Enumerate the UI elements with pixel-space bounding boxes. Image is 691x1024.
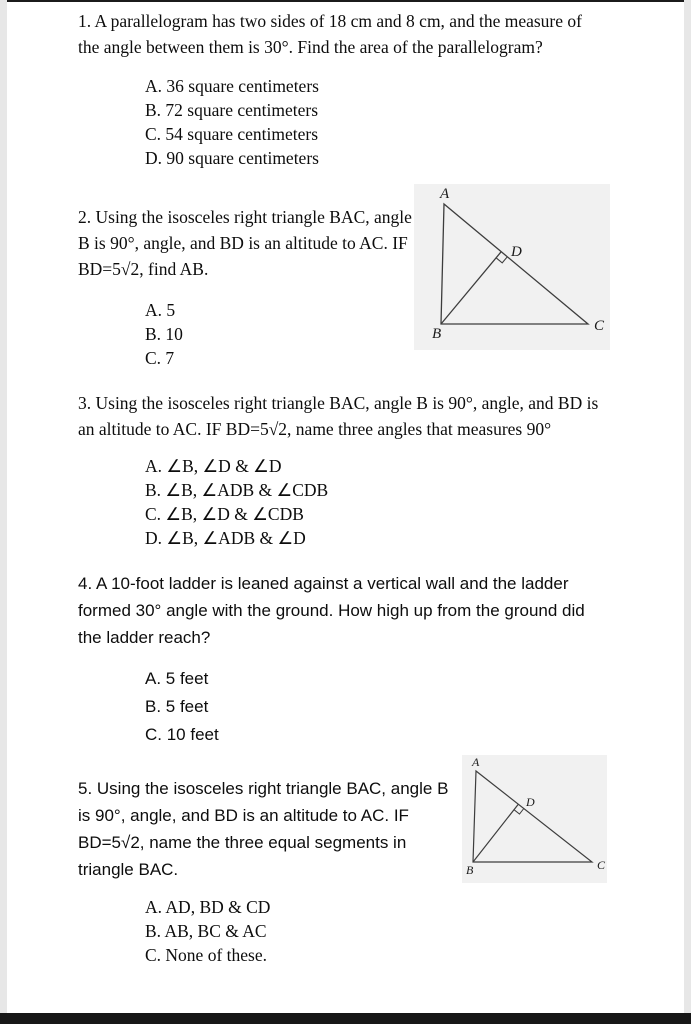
altitude-bd	[441, 252, 501, 324]
question-2-left-column	[78, 184, 414, 370]
question-1	[78, 8, 610, 170]
vertex-label-b: B	[432, 326, 442, 342]
question-2-text: 2. Using the isosceles right triangle BAC, angle B is 90°, angle, and BD is an altitude to AC. IF BD=5√2, find AB.	[78, 207, 412, 279]
right-triangle-svg-1	[414, 184, 610, 345]
question-1-text: 1. A parallelogram has two sides of 18 cm and 8 cm, and the measure of the angle between them is 30°. Find the area of the parallelogram?	[78, 11, 582, 57]
page-edge-right	[684, 0, 691, 1024]
vertex-label-c: C	[594, 318, 605, 334]
page-edge-left	[0, 0, 7, 1024]
question-3	[78, 390, 610, 550]
question-5-text: 5. Using the isosceles right triangle BAC, angle B is 90°, angle, and BD is an altitude to AC. IF BD=5√2, name the three equal segments in triangle BAC.	[78, 779, 449, 879]
question-3-text: 3. Using the isosceles right triangle BAC, angle B is 90°, angle, and BD is an altitude to AC. IF BD=5√2, name three angles that measures 90°	[78, 393, 599, 439]
vertex-label-a: A	[472, 755, 480, 769]
choice-4c: C. 10 feet	[145, 725, 219, 744]
triangle-outline	[441, 204, 588, 324]
choice-3d: D. ∠B, ∠ADB & ∠D	[145, 528, 306, 548]
choice-3a: A. ∠B, ∠D & ∠D	[145, 456, 282, 476]
triangle-outline	[473, 771, 592, 862]
choice-4a: A. 5 feet	[145, 669, 209, 688]
triangle-diagram-2	[462, 755, 607, 883]
question-1-choices	[145, 74, 610, 170]
choice-2a: A. 5	[145, 300, 176, 320]
choice-3b: B. ∠B, ∠ADB & ∠CDB	[145, 480, 329, 500]
choice-1a: A. 36 square centimeters	[145, 76, 319, 96]
right-angle-mark	[514, 809, 524, 815]
choice-5b: B. AB, BC & AC	[145, 921, 267, 941]
altitude-bd	[473, 804, 518, 862]
vertex-label-d: D	[526, 795, 535, 809]
choice-2b: B. 10	[145, 324, 183, 344]
right-angle-mark	[496, 257, 507, 263]
choice-3c: C. ∠B, ∠D & ∠CDB	[145, 504, 304, 524]
choice-4b: B. 5 feet	[145, 697, 209, 716]
vertex-label-d: D	[511, 244, 522, 260]
triangle-diagram-1	[414, 184, 610, 350]
question-4	[78, 570, 610, 749]
question-4-choices	[145, 665, 610, 749]
question-5-left-column	[78, 755, 462, 883]
choice-5a: A. AD, BD & CD	[145, 897, 271, 917]
question-3-choices	[145, 454, 610, 550]
question-2	[78, 184, 610, 370]
page-bottom-border	[0, 1013, 691, 1024]
vertex-label-c: C	[597, 858, 606, 872]
worksheet-content	[78, 8, 610, 967]
choice-1b: B. 72 square centimeters	[145, 100, 319, 120]
choice-5c: C. None of these.	[145, 945, 267, 965]
question-4-text: 4. A 10-foot ladder is leaned against a vertical wall and the ladder formed 30° angle with the ground. How high up from the ground did the ladder reach?	[78, 574, 585, 647]
choice-2c: C. 7	[145, 348, 175, 368]
vertex-label-a: A	[440, 186, 450, 202]
vertex-label-b: B	[466, 863, 474, 877]
right-triangle-svg-2	[462, 755, 607, 878]
page-top-border	[0, 0, 691, 2]
choice-1d: D. 90 square centimeters	[145, 148, 319, 168]
question-2-choices	[145, 298, 414, 370]
question-5-choices	[145, 895, 610, 967]
question-5	[78, 755, 610, 883]
choice-1c: C. 54 square centimeters	[145, 124, 319, 144]
